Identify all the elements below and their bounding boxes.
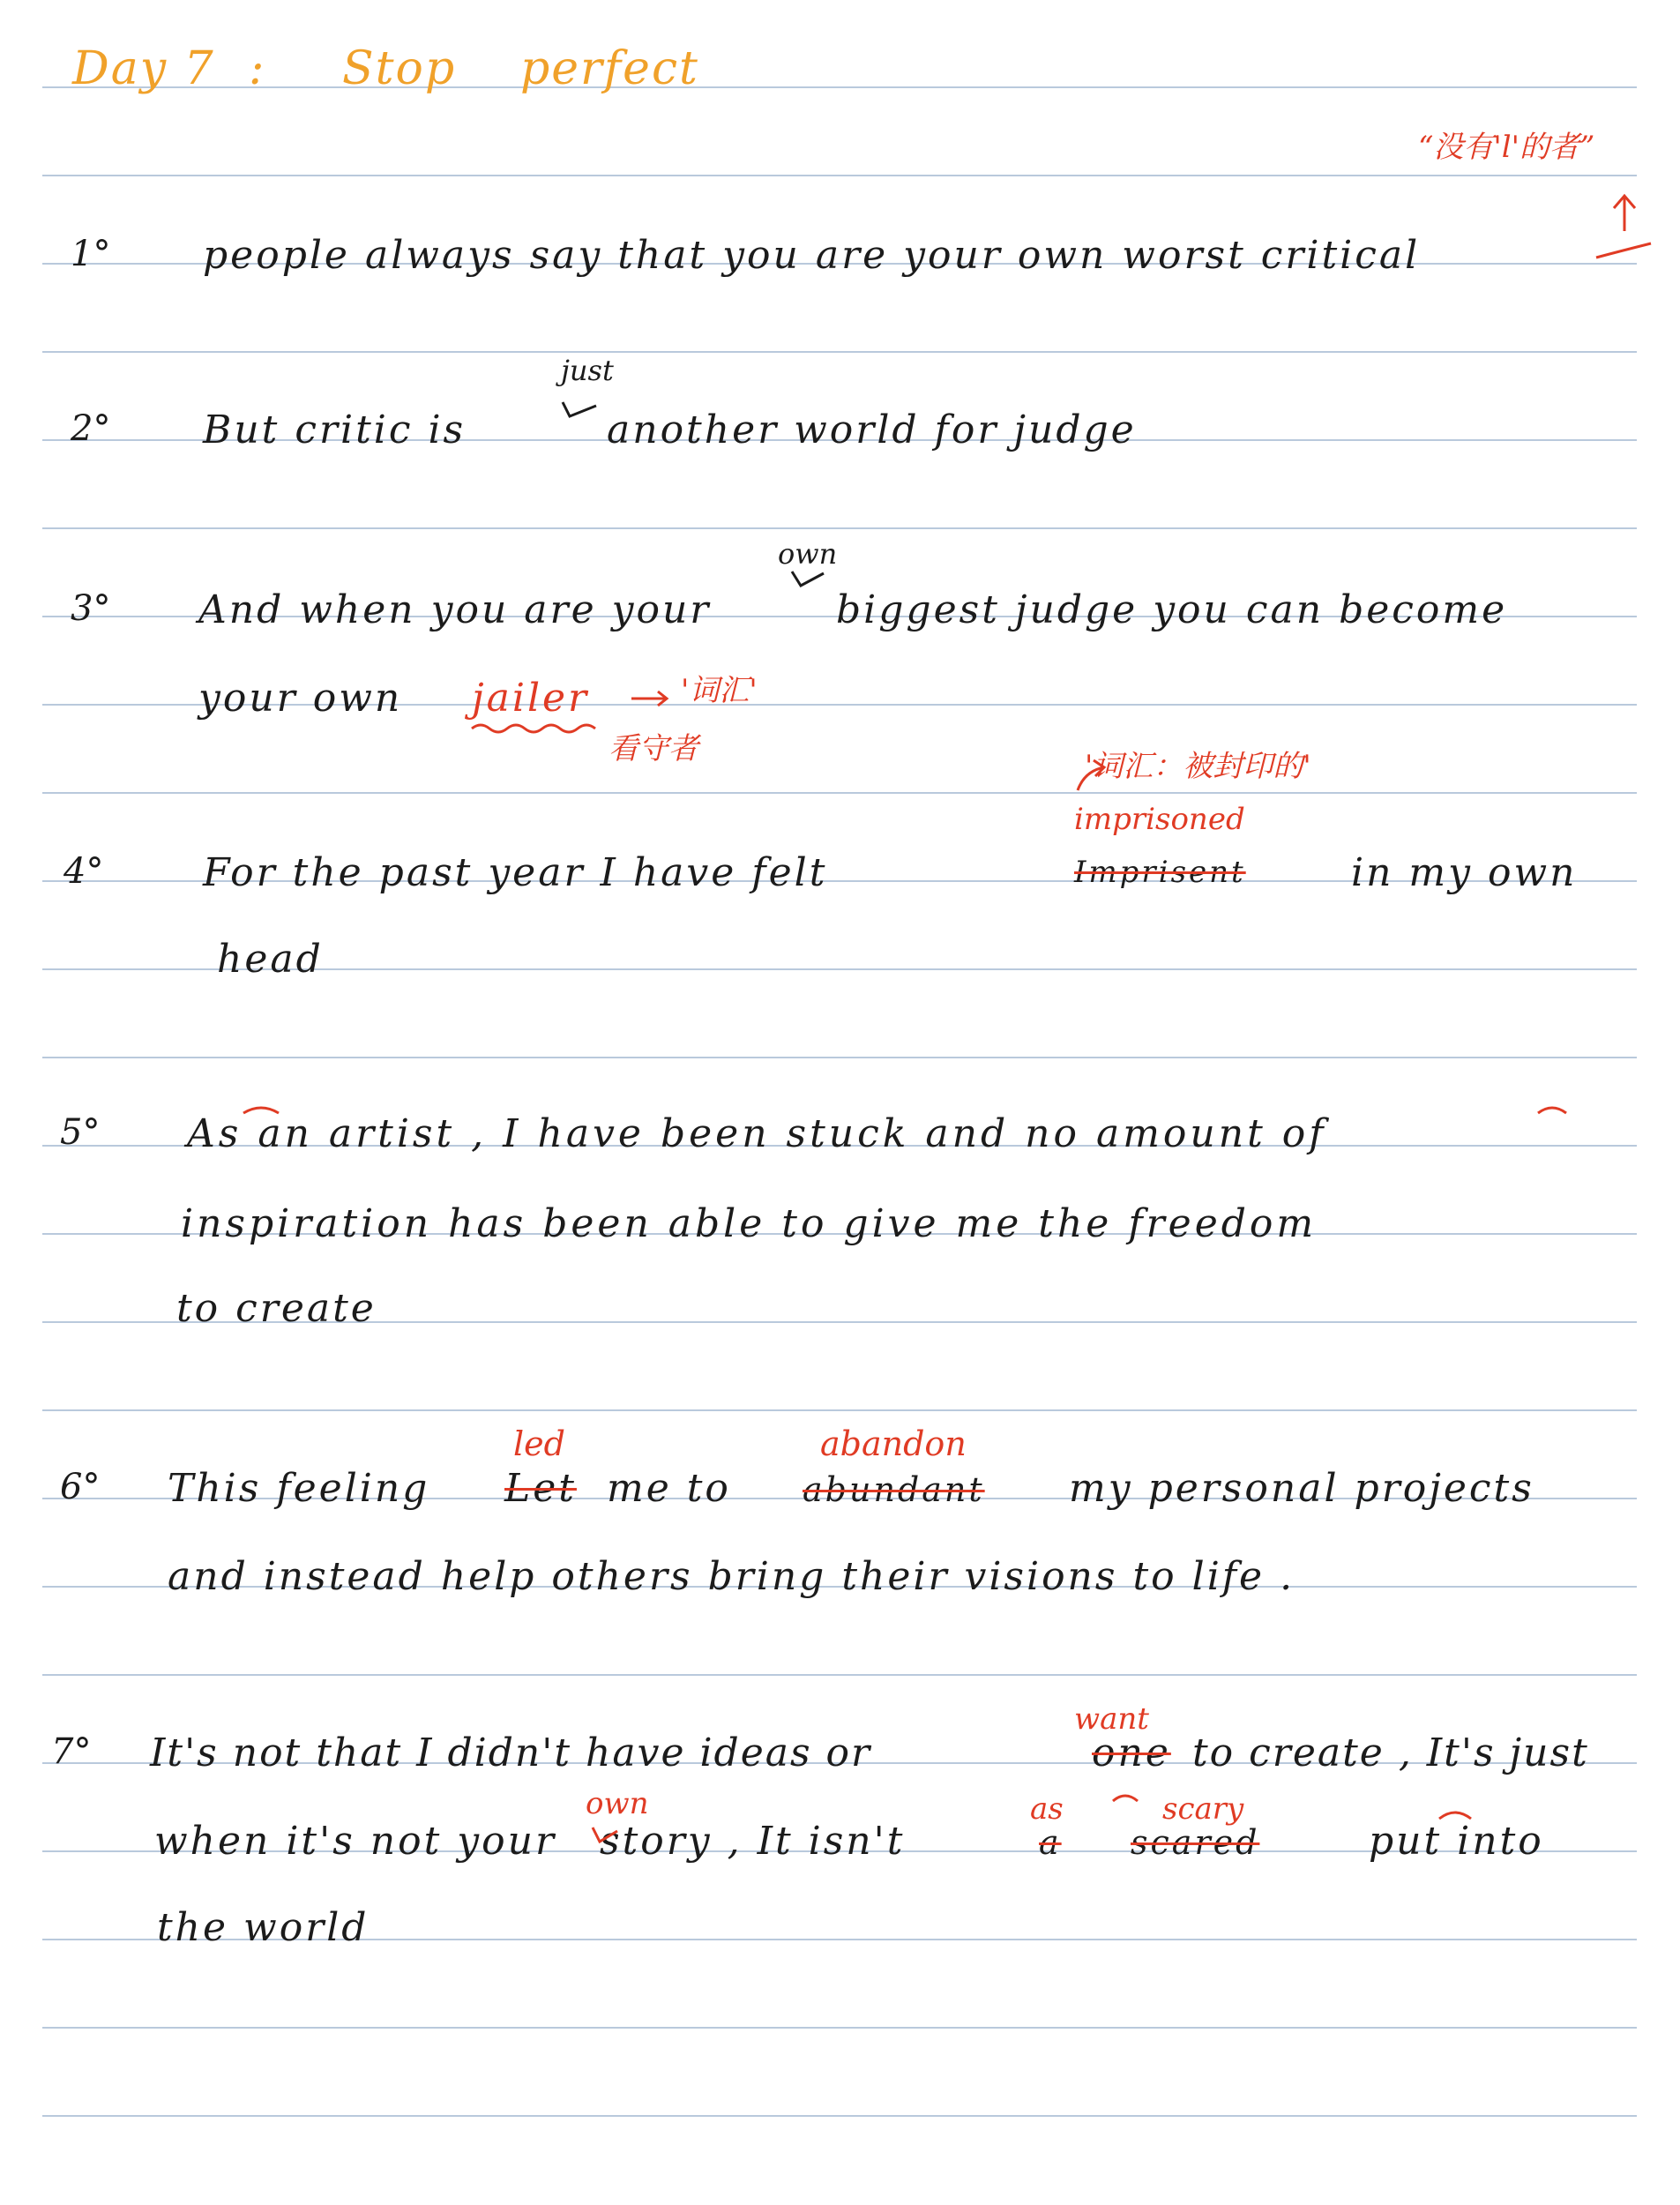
join-mark — [1439, 1813, 1471, 1819]
correction-led: led — [513, 1424, 565, 1463]
sentence-text: people always say that you are your own worst critical — [203, 233, 1421, 278]
vocab-meaning: 看守者 — [609, 731, 698, 766]
join-mark — [1113, 1796, 1138, 1801]
title-separator: : — [249, 42, 266, 95]
sentence-text-part-c: when it's not your — [154, 1819, 556, 1864]
correction-want: want — [1074, 1701, 1149, 1737]
sentence-text-part-d: story , It isn't — [600, 1819, 906, 1864]
correction-abandon: abandon — [820, 1424, 967, 1463]
sentence-text-part-c: head — [217, 937, 324, 982]
sentence-text-part-b: to create , It's just — [1192, 1730, 1589, 1775]
sentence-number: 5° — [60, 1112, 101, 1153]
sentence-text-part-f: the world — [157, 1905, 370, 1950]
join-mark — [243, 1108, 279, 1113]
vocab-note: '词汇：被封印的' — [1085, 749, 1311, 784]
struck-word-scared: scared — [1131, 1823, 1260, 1862]
sentence-number: 3° — [71, 588, 111, 629]
sentence-text-part-b: biggest judge you can become — [836, 587, 1508, 632]
arrow-curved-icon — [1078, 760, 1104, 790]
sentence-number: 4° — [63, 851, 104, 892]
struck-word: Imprisent — [1074, 855, 1246, 890]
sentence-number: 2° — [71, 408, 111, 449]
title-word-perfect: perfect — [520, 42, 699, 95]
arrow-up-icon — [1596, 196, 1651, 258]
sentence-text-part-b: another world for judge — [607, 407, 1137, 452]
insert-just: just — [561, 354, 614, 387]
title-day: Day 7 — [72, 42, 215, 95]
title-word-stop: Stop — [342, 42, 457, 95]
struck-word-let: Let — [504, 1466, 577, 1511]
sentence-text-part-b: inspiration has been able to give me the freedom — [181, 1201, 1318, 1246]
note-no-l: “没有'l'的者” — [1418, 130, 1595, 165]
sentence-text-part-c: to create — [176, 1286, 377, 1331]
sentence-text-part-c: my personal projects — [1069, 1466, 1534, 1511]
sentence-text-part-d: and instead help others bring their visions to life . — [168, 1554, 1295, 1599]
join-mark — [1538, 1108, 1566, 1113]
struck-word-a: a — [1039, 1823, 1062, 1862]
sentence-text-part-c: your own — [198, 676, 403, 721]
insert-own: own — [778, 537, 838, 571]
vocab-word-jailer: jailer — [472, 676, 590, 721]
sentence-text-part-a: As an artist , I have been stuck and no amount of — [187, 1111, 1327, 1156]
sentence-number: 6° — [60, 1467, 101, 1507]
caret-icon — [593, 1828, 617, 1842]
struck-word-one: one — [1092, 1730, 1171, 1775]
caret-icon — [792, 572, 824, 586]
sentence-text-part-b: in my own — [1351, 850, 1578, 895]
sentence-number: 7° — [51, 1731, 92, 1772]
sentence-text-part-a: But critic is — [203, 407, 467, 452]
correction-scary: scary — [1162, 1791, 1244, 1827]
wavy-underline — [472, 725, 595, 732]
vocab-label: '词汇' — [681, 673, 758, 708]
insert-own-red: own — [586, 1786, 649, 1821]
sentence-text-part-a: This feeling — [168, 1466, 430, 1511]
correction-imprisoned: imprisoned — [1074, 802, 1245, 837]
sentence-text-part-a: And when you are your — [198, 587, 712, 632]
caret-icon — [563, 402, 596, 416]
sentence-text-part-b: me to — [607, 1466, 731, 1511]
arrow-right-icon — [631, 691, 667, 706]
correction-as: as — [1030, 1791, 1064, 1827]
sentence-text-part-a: For the past year I have felt — [203, 850, 828, 895]
struck-word-abundant: abundant — [803, 1470, 985, 1509]
sentence-text-part-a: It's not that I didn't have ideas or — [150, 1730, 872, 1775]
sentence-text-part-e: put into — [1369, 1819, 1544, 1864]
sentence-number: 1° — [71, 234, 111, 274]
